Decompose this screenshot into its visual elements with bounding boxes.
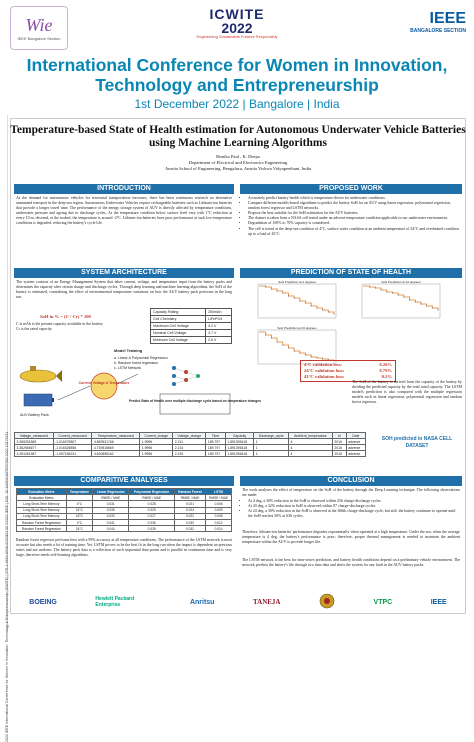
section-proposed-work: PROPOSED WORK — [240, 184, 462, 194]
table-cell: 1.891395418 — [225, 451, 254, 457]
soh-data-point — [299, 301, 300, 302]
column-header: Temperature_measured — [92, 433, 140, 439]
validation-label: 4°C validation loss: — [304, 362, 343, 367]
table-row — [151, 316, 232, 323]
architecture-text: The system consists of an Energy Management System that takes current, voltage, and temperature input from the battery packs and determines the capacity after certain charge and discharge cycles. Through deep learning and machine learning algorithms, the SoH of the battery is estimated, considering the effect of environmental temperature variations on how the AUV battery pack performs in the long run. — [16, 280, 232, 300]
soh-data-point — [288, 348, 289, 349]
column-header: Date — [346, 433, 365, 439]
conclusion-paragraph-3: The LSTM network is the best for time-series prediction, and battery health conditions depend on a preliminary vehicle environment. The network predicts the battery's life through two time data and alerts the system for any fault in the AUV battery packs. — [242, 558, 460, 568]
sponsor-emblem-icon — [319, 593, 335, 611]
soh-data-point — [260, 332, 261, 333]
sponsor-logo-vtpc: VTPC — [373, 598, 393, 606]
table-cell: RMSE / MAE — [174, 495, 205, 501]
conclusion-paragraph-2: Therefore, lithium-ion batteries' performance degrades exponentially when operated at a high temperature. Under the sea, when the average temperature is 4 deg, the battery's performance is poor; therefore, proper thermal management is needed to maintain the ambient temperature within the AUV to provide longer life. — [242, 530, 460, 545]
table-cell: 1.891395418 — [225, 439, 254, 445]
formula-note: Cr is the rated capacity — [16, 327, 52, 332]
model-training-item: b. Random forest regression — [114, 361, 159, 365]
model-training-item: a. Linear & Polynomial Regression — [114, 356, 168, 360]
table-cell: Long Short-Term Memory — [17, 513, 67, 519]
soh-data-point — [438, 310, 439, 311]
spec-key: Minimum Cell Voltage — [151, 337, 206, 344]
output-box — [160, 394, 230, 414]
validation-value: 0.2% — [381, 374, 392, 379]
spec-value: 3.7 V — [206, 330, 232, 337]
header-bar — [0, 0, 474, 54]
conference-title: International Conference for Women in Innovation, Technology and Entrepreneurship — [26, 55, 448, 95]
side-citation-text: 2022 IEEE International Conference for Women in Innovation, Technology & Entrepreneurship (ICWITE) | 978-1-6654-8938-0/22/$31.00 ©2022 IEEE | DOI: 10.1109/ICWITE57052.2022.10176211 — [5, 431, 9, 742]
soh-data-point — [381, 290, 382, 291]
label-current-voltage-temperature: Current, Voltage & Temperature — [78, 381, 130, 385]
table-cell: 2.211 — [173, 439, 206, 445]
table-cell: 4 — [288, 445, 332, 451]
icwite-tagline: Engineering Sustainable Futures Responsibly — [196, 34, 278, 39]
soh-chart-panel — [258, 326, 336, 364]
conclusion-bullet: • At 43 deg, a 32% reduction in SoH is observed within 87 charge-discharge cycles. — [248, 504, 460, 509]
validation-label: 24°C validation loss: — [304, 368, 345, 373]
wie-logo-sub: IEEE Bangalore Section — [17, 36, 61, 41]
sponsor-strip — [10, 590, 466, 614]
table-cell: 0.032 — [174, 526, 205, 532]
conference-date: 1st December 2022 | Bangalore | India — [134, 97, 340, 111]
spec-key: Nominal Cell Voltage — [151, 330, 206, 337]
table-cell: 0.024 — [174, 507, 205, 513]
table-cell: 4°C — [66, 501, 92, 507]
soh-data-point — [369, 287, 370, 288]
column-header: Voltage_measured — [15, 433, 54, 439]
sensor-circle-group — [79, 373, 130, 399]
table-cell: 1 — [254, 445, 289, 451]
column-header: Voltage_charge — [173, 433, 206, 439]
soh-data-point — [294, 351, 295, 352]
spec-value: 4.2 V — [206, 323, 232, 330]
soh-data-point — [260, 286, 261, 287]
table-cell: Evaluation Metric — [17, 495, 67, 501]
table-cell: 3.365251869 — [15, 439, 54, 445]
wie-logo-text: Wie — [25, 15, 53, 35]
validation-label: 43°C validation loss: — [304, 374, 345, 379]
soh-data-point — [432, 308, 433, 309]
chart-title: SoH Prediction at 43 degrees — [277, 326, 317, 331]
soh-data-point — [265, 287, 266, 288]
formula-notes — [16, 322, 146, 332]
conference-banner — [0, 55, 474, 115]
table-cell: Random Forest Regression — [17, 526, 67, 532]
side-band — [0, 115, 9, 742]
soh-data-point — [386, 292, 387, 293]
soh-data-point — [392, 293, 393, 294]
column-header: Temperature — [66, 489, 92, 495]
validation-loss-box — [300, 360, 396, 382]
table-cell: RMSE / MAE — [206, 495, 232, 501]
conclusion-bullet: • At 4 deg, a 30% reduction in the SoH is observed within 256 charge-discharge cycles — [248, 499, 460, 504]
table-cell: 0.009 — [206, 507, 232, 513]
proposed-bullet: • The cell is tested at the deep-sea condition of 4°C, surface water condition at an ambient temperature of 24°C and overheated condition up to a load of 43°C. — [248, 227, 460, 237]
table-cell: 4.620898162 — [92, 451, 140, 457]
table-cell: 0.027 — [129, 513, 174, 519]
column-header: Ambient_temperature — [288, 433, 332, 439]
soh-data-point — [305, 303, 306, 304]
ieee-logo-text: IEEE — [429, 10, 466, 27]
soh-data-point — [415, 302, 416, 303]
table-cell: 2.214 — [173, 445, 206, 451]
table-cell: 3.351261587 — [15, 451, 54, 457]
wie-logo — [10, 6, 68, 50]
soh-data-point — [299, 353, 300, 354]
table-cell: 0.029 — [129, 507, 174, 513]
soh-data-point — [282, 345, 283, 346]
battery-pack-illustration — [24, 394, 54, 406]
chart-title: SoH Prediction at 4 degrees — [278, 280, 316, 285]
table-cell: adverse — [346, 439, 365, 445]
icwite-logo — [185, 6, 289, 50]
column-header: LSTM — [206, 489, 232, 495]
nasa-soh-label: SOH predicted in NASA CELL DATASET — [381, 436, 453, 449]
soh-data-point — [316, 308, 317, 309]
table-cell: 1.9996 — [140, 445, 173, 451]
table-cell: 2.215 — [173, 451, 206, 457]
spec-key: Cell Chemistry — [151, 316, 206, 323]
proposed-bullet: • Degradation of 100% to 70% capacity is considered. — [248, 221, 460, 226]
soh-data-point — [398, 295, 399, 296]
table-cell: 4 — [288, 439, 332, 445]
icwite-logo-line2: 2022 — [221, 20, 253, 36]
table-row — [15, 451, 366, 457]
spec-value: 200mAh — [206, 309, 232, 316]
arrow-line — [58, 386, 90, 400]
model-training-list — [114, 348, 168, 370]
table-cell: 4°C — [66, 519, 92, 525]
section-system-architecture: SYSTEM ARCHITECTURE — [14, 268, 234, 278]
table-cell: 0.039 — [129, 526, 174, 532]
spec-value: 2.5 V — [206, 337, 232, 344]
table-cell: -1.016325856 — [53, 445, 92, 451]
table-cell: 3.362566677 — [15, 445, 54, 451]
table-cell: -1.016075807 — [53, 439, 92, 445]
table-cell: 0.005 — [206, 513, 232, 519]
table-row — [151, 323, 232, 330]
column-header: Discharge_cycle — [254, 433, 289, 439]
table-cell: 2016 — [332, 439, 346, 445]
comparative-text: Random forest regressor performs best with a 99% accuracy at all temperature conditions. The performance of the LSTM network is most accurate but also needs a lot of training time. Yet, LSTM proves to be the best fit in the long run when the impact is dependent on previous states and not uniform. The battery pack data is a collection of such sequential data points and is parallel in continuous time and is very large, therefore needs self-learning algorithms. — [16, 538, 232, 558]
table-cell: 1 — [254, 439, 289, 445]
table-cell: 24°C — [66, 507, 92, 513]
table-cell: 0.031 — [92, 501, 129, 507]
soh-data-point — [328, 312, 329, 313]
model-training-title: Model Training — [114, 348, 143, 353]
conclusion-bullet: • At 24 deg, a 30% reduction in the SoH is observed at the 366th charge-discharge cycle, but still, the battery continues to operate until the SoH reaches 50% at 636 cycles. — [248, 509, 460, 519]
soh-data-point — [271, 338, 272, 339]
column-header: Linear Regression — [92, 489, 129, 495]
table-cell: 1.9996 — [140, 451, 173, 457]
paper-authors-block — [10, 154, 466, 172]
section-prediction: PREDICTION OF STATE OF HEALTH — [240, 268, 462, 278]
soh-data-point — [311, 357, 312, 358]
column-header: Current_charge — [140, 433, 173, 439]
proposed-bullets — [242, 196, 460, 237]
architecture-diagram — [14, 336, 261, 420]
table-cell: 0.012 — [206, 519, 232, 525]
chart-title: SoH Prediction at 24 degrees — [381, 280, 421, 285]
soh-data-point — [277, 291, 278, 292]
conclusion-intro: The work analyses the effect of temperature on the SoH of the battery through the Deep Learning technique. The following observations are made: — [242, 488, 460, 498]
table-cell: 24°C — [66, 526, 92, 532]
spec-key: Capacity Rating — [151, 309, 206, 316]
sponsor-logo-taneja: TANEJA — [252, 598, 281, 606]
label-auv-battery-pack: AUV Battery Pack — [20, 413, 49, 417]
soh-data-point — [277, 342, 278, 343]
soh-data-point — [271, 289, 272, 290]
prediction-text: The SoH of the battery is derived from the capacity of the battery by dividing the predicted capacity by the total rated capacity. The LSTM model's prediction is also compared with the multiple regression models such as linear regression, polynomial regression and random forest regressor. — [352, 380, 462, 405]
proposed-bullet: • The dataset is taken from a NASA cell tested under an adverse temperature condition applicable to our underwater environment. — [248, 216, 460, 221]
paper-authors: Rimika Paul , K. Deepa — [216, 154, 260, 159]
auv-vehicle-illustration — [20, 366, 62, 382]
table-cell: 0.014 — [206, 526, 232, 532]
paper-department: Department of Electrical and Electronics Engineering — [188, 160, 288, 165]
soh-data-point — [334, 314, 335, 315]
table-cell: 0.030 — [174, 519, 205, 525]
soh-data-point — [282, 293, 283, 294]
proposed-bullet: • Accurately predict battery health which is temperature driven for underwater conditions. — [248, 196, 460, 201]
column-header: id — [332, 433, 346, 439]
soh-data-point — [305, 355, 306, 356]
soh-data-point — [294, 298, 295, 299]
model-training-item: c. LSTM Network — [114, 366, 141, 370]
table-cell: 0.033 — [92, 513, 129, 519]
chart-frame — [258, 284, 336, 318]
table-cell: 0.041 — [92, 519, 129, 525]
table-cell: Random Forest Regression — [17, 519, 67, 525]
table-row — [17, 526, 232, 532]
soh-data-point — [265, 335, 266, 336]
column-header: Polynomial Regression — [129, 489, 174, 495]
column-header: Time — [206, 433, 225, 439]
soh-data-point — [426, 306, 427, 307]
soh-data-point — [288, 296, 289, 297]
validation-value: 0.26% — [379, 362, 392, 367]
proposed-bullet: • Compare different models-based algorithms to predict the battery SoH for an AUV using linear regression, polynomial regression, random forest regressor and LSTM networks. — [248, 201, 460, 211]
spec-key: Maximum Cell Voltage — [151, 323, 206, 330]
chart-frame — [362, 284, 440, 318]
soh-data-point — [364, 286, 365, 287]
table-cell: 4.739518869 — [92, 445, 140, 451]
column-header: Evaluation Metric — [17, 489, 67, 495]
ieee-logo-sub: BANGALORE SECTION — [410, 28, 466, 34]
table-cell: 0.021 — [174, 501, 205, 507]
table-cell: Long Short-Term Memory — [17, 507, 67, 513]
table-cell: 4.859531766 — [92, 439, 140, 445]
conclusion-bullets — [242, 499, 460, 519]
soh-data-point — [311, 306, 312, 307]
sponsor-logo-anritsu: Anritsu — [189, 598, 215, 606]
column-header: Current_measured — [53, 433, 92, 439]
sponsor-logo-ieee: IEEE — [430, 598, 447, 606]
column-header: Random Forest — [174, 489, 205, 495]
paper-title: Temperature-based State of Health estimation for Autonomous Underwater Vehicle Batteries using Machine Learning Algorithms — [10, 124, 466, 149]
table-cell: adverse — [346, 445, 365, 451]
neural-network-icon — [172, 366, 200, 386]
section-conclusion: CONCLUSION — [240, 476, 462, 486]
validation-value: 0.79% — [379, 368, 392, 373]
label-predict-soh: Predict State of Health over multiple discharge cycle based on temperature changes — [129, 399, 261, 403]
section-introduction: INTRODUCTION — [14, 184, 234, 194]
table-cell: 0.036 — [129, 519, 174, 525]
table-cell: 0.035 — [92, 507, 129, 513]
soh-data-point — [420, 304, 421, 305]
intro-text: As the demand for autonomous vehicles for terrestrial transportation increases, there has been continuous research on alternative unmanned transport in the deep-sea region. Autonomous Underwater Vehicles require rechargeable batteries such as Lithium-ion batteries that provide a longer travel time. The performance of the energy storage system of AUV is directly affected by temperature conditions, underwater pressure and ageing due to discharge cycles. As the temperature condition below surface level vary with 1°C reduction at every 10 m, descend, at the seabed, the temperature is around -2°C. Lithium-ion batteries have poor performance at such low-temperature conditions is degraded, reducing the battery's cycle life. — [16, 196, 232, 226]
table-cell: 1.891395418 — [225, 445, 254, 451]
icwite-logo-line1: ICWITE — [209, 6, 265, 22]
comparison-table — [16, 488, 232, 532]
soh-data-point — [409, 300, 410, 301]
column-header: Capacity — [225, 433, 254, 439]
soh-formula: SoH in % = (C / Cr) * 100 — [40, 314, 91, 319]
nasa-data-table — [14, 432, 366, 457]
table-cell: 0.028 — [129, 501, 174, 507]
table-cell: 2016 — [332, 445, 346, 451]
table-cell: 1.9996 — [140, 439, 173, 445]
paper-institution: Amrita School of Engineering, Bengaluru, Amrita Vishwa Vidyapeetham, India — [164, 166, 312, 171]
sponsor-logo-boeing: BOEING — [29, 598, 57, 606]
table-cell: 4 — [288, 451, 332, 457]
sponsor-logo-hpe: Hewlett Packard Enterprise — [95, 596, 135, 608]
table-cell: 0.022 — [174, 513, 205, 519]
table-cell: adverse — [346, 451, 365, 457]
table-cell: 189.797 — [206, 439, 225, 445]
table-cell: Long Short-Term Memory — [17, 501, 67, 507]
formula-note: C is mAh is the present capacity available in the battery — [16, 322, 103, 326]
soh-chart-panel — [362, 280, 440, 318]
soh-prediction-charts — [240, 280, 462, 370]
soh-data-point — [403, 297, 404, 298]
table-cell: 0.006 — [206, 501, 232, 507]
table-cell: 1 — [254, 451, 289, 457]
table-cell: 2016 — [332, 451, 346, 457]
soh-chart-panel — [258, 280, 336, 318]
table-row — [151, 309, 232, 316]
ieee-bangalore-logo — [362, 10, 466, 46]
table-cell: 43°C — [66, 513, 92, 519]
table-cell: RMSE / MAE — [92, 495, 129, 501]
table-cell: -1.057156231 — [53, 451, 92, 457]
soh-data-point — [375, 288, 376, 289]
table-cell: RMSE / MAE — [129, 495, 174, 501]
spec-value: LiFePO4 — [206, 316, 232, 323]
soh-data-point — [316, 358, 317, 359]
table-cell: 189.797 — [206, 451, 225, 457]
section-comparative: COMPARITIVE ANALYSES — [14, 476, 234, 486]
proposed-bullet: • Propose the best suitable for the SoH estimation for the AUV batteries. — [248, 211, 460, 216]
soh-data-point — [322, 310, 323, 311]
table-cell: 189.797 — [206, 445, 225, 451]
table-cell: 0.044 — [92, 526, 129, 532]
